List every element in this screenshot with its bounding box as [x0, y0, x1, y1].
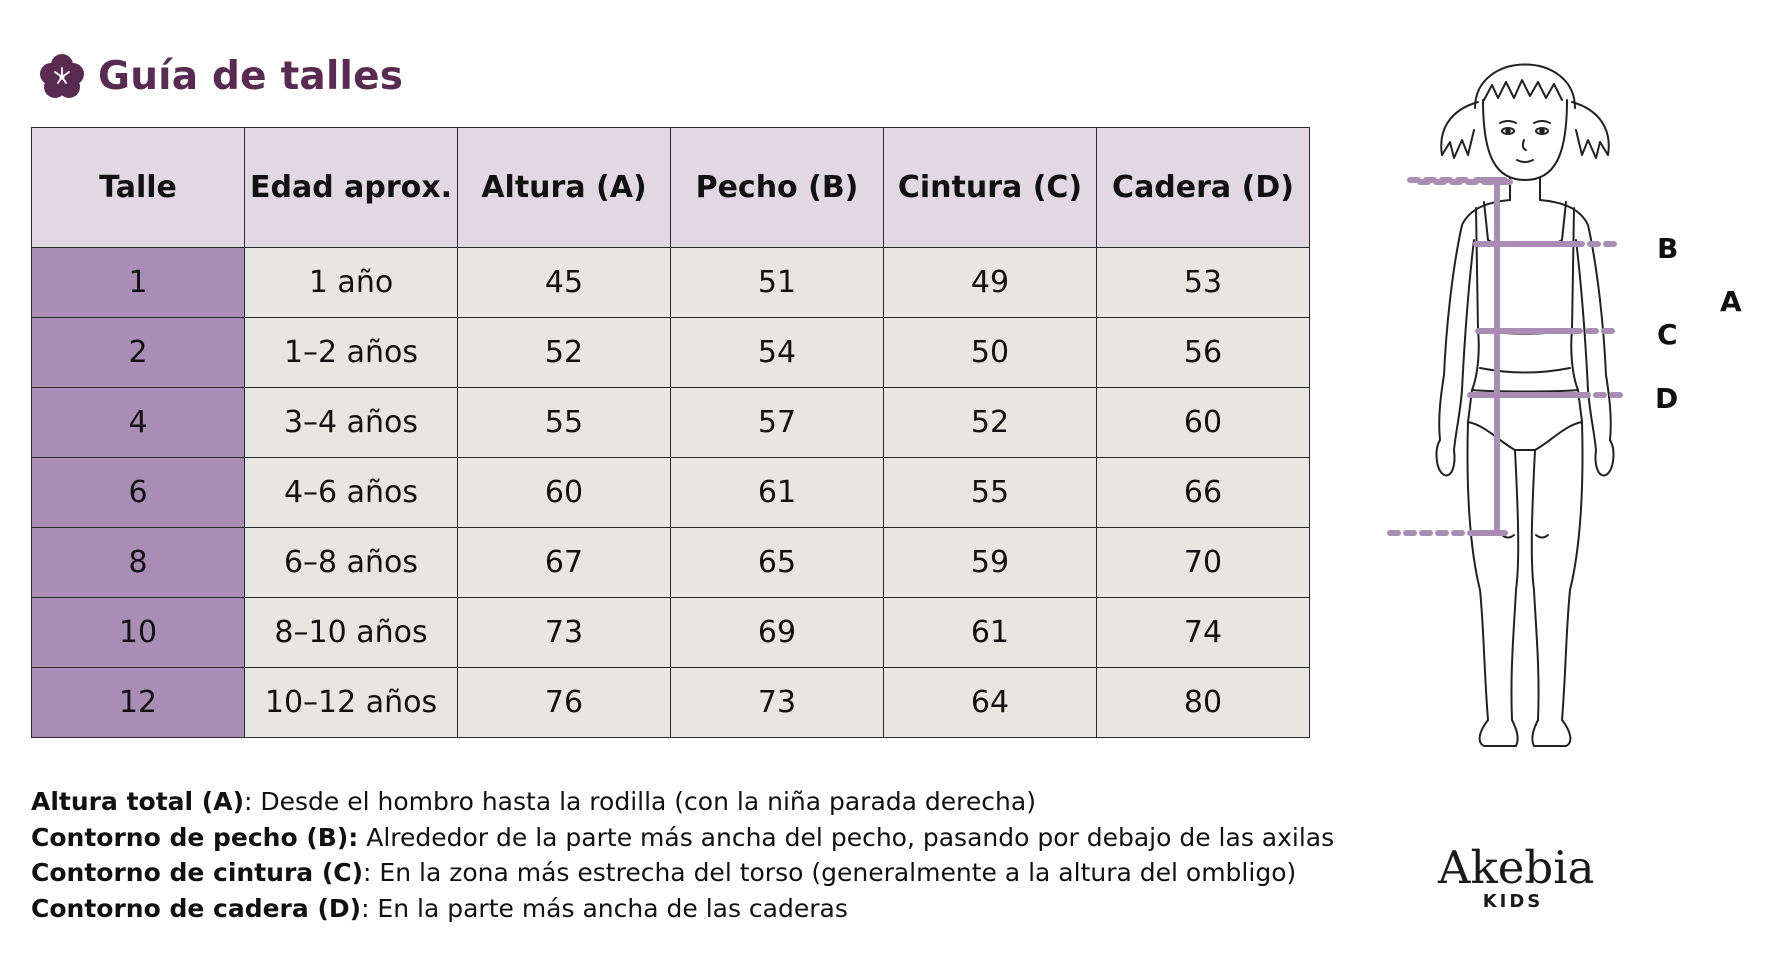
cell-altura: 60: [458, 458, 671, 528]
note-cintura: [31, 855, 1334, 891]
cell-altura: 67: [458, 528, 671, 598]
cell-edad: 8–10 años: [245, 598, 458, 668]
cell-pecho: 51: [671, 248, 884, 318]
cell-pecho: 69: [671, 598, 884, 668]
column-header-cintura: Cintura (C): [884, 128, 1097, 248]
cell-talle: 2: [32, 318, 245, 388]
note-text: : En la parte más ancha de las caderas: [361, 893, 848, 923]
cell-pecho: 61: [671, 458, 884, 528]
cell-cadera: 70: [1097, 528, 1310, 598]
note-text: Alrededor de la parte más ancha del pecho, pasando por debajo de las axilas: [358, 822, 1335, 852]
cell-talle: 10: [32, 598, 245, 668]
cell-cadera: 66: [1097, 458, 1310, 528]
table-row: [32, 528, 1310, 598]
cell-cadera: 80: [1097, 668, 1310, 738]
cell-cintura: 52: [884, 388, 1097, 458]
cell-talle: 6: [32, 458, 245, 528]
child-figure-illustration: [1380, 30, 1760, 830]
cell-pecho: 65: [671, 528, 884, 598]
cell-cintura: 59: [884, 528, 1097, 598]
label-d: D: [1655, 382, 1679, 415]
cell-pecho: 54: [671, 318, 884, 388]
cell-cintura: 64: [884, 668, 1097, 738]
label-c: C: [1657, 318, 1678, 351]
cell-pecho: 73: [671, 668, 884, 738]
note-cadera: [31, 891, 1334, 927]
page-header: [38, 52, 403, 100]
note-pecho: [31, 820, 1334, 856]
measurement-notes: [31, 784, 1334, 926]
table-row: [32, 388, 1310, 458]
cell-talle: 12: [32, 668, 245, 738]
column-header-pecho: Pecho (B): [671, 128, 884, 248]
table-row: [32, 668, 1310, 738]
note-text: : Desde el hombro hasta la rodilla (con la niña parada derecha): [244, 787, 1036, 816]
cell-edad: 6–8 años: [245, 528, 458, 598]
cell-edad: 4–6 años: [245, 458, 458, 528]
cell-altura: 45: [458, 248, 671, 318]
note-label: Altura total (A): [31, 787, 244, 816]
cell-altura: 76: [458, 668, 671, 738]
cell-cintura: 55: [884, 458, 1097, 528]
brand-name: Akebia: [1438, 841, 1595, 894]
table-row: [32, 318, 1310, 388]
cell-edad: 10–12 años: [245, 668, 458, 738]
cell-cadera: 56: [1097, 318, 1310, 388]
cell-edad: 1–2 años: [245, 318, 458, 388]
page-title: Guía de talles: [98, 53, 404, 99]
table-row: [32, 458, 1310, 528]
column-header-talle: Talle: [32, 128, 245, 248]
cell-talle: 4: [32, 388, 245, 458]
note-altura: [31, 784, 1334, 820]
brand-sub: KIDS: [1482, 891, 1544, 912]
cell-edad: 1 año: [245, 248, 458, 318]
column-header-cadera: Cadera (D): [1097, 128, 1310, 248]
table-row: [32, 598, 1310, 668]
cell-cadera: 53: [1097, 248, 1310, 318]
cell-altura: 73: [458, 598, 671, 668]
cell-talle: 8: [32, 528, 245, 598]
cell-talle: 1: [32, 248, 245, 318]
cell-cadera: 60: [1097, 388, 1310, 458]
cell-pecho: 57: [671, 388, 884, 458]
table-header-row: [32, 128, 1310, 248]
note-label: Contorno de cintura (C): [31, 858, 364, 887]
column-header-edad: Edad aprox.: [245, 128, 458, 248]
size-table: [31, 127, 1310, 738]
label-a: A: [1720, 285, 1742, 318]
cell-cadera: 74: [1097, 598, 1310, 668]
column-header-altura: Altura (A): [458, 128, 671, 248]
flower-icon: [38, 52, 86, 100]
note-text: : En la zona más estrecha del torso (generalmente a la altura del ombligo): [363, 858, 1297, 887]
table-row: [32, 248, 1310, 318]
cell-altura: 52: [458, 318, 671, 388]
cell-altura: 55: [458, 388, 671, 458]
brand-logo: [1438, 841, 1595, 912]
cell-cintura: 61: [884, 598, 1097, 668]
note-label: Contorno de cadera (D): [31, 893, 362, 923]
cell-cintura: 49: [884, 248, 1097, 318]
note-label: Contorno de pecho (B):: [31, 822, 359, 852]
cell-edad: 3–4 años: [245, 388, 458, 458]
cell-cintura: 50: [884, 318, 1097, 388]
label-b: B: [1657, 232, 1679, 265]
